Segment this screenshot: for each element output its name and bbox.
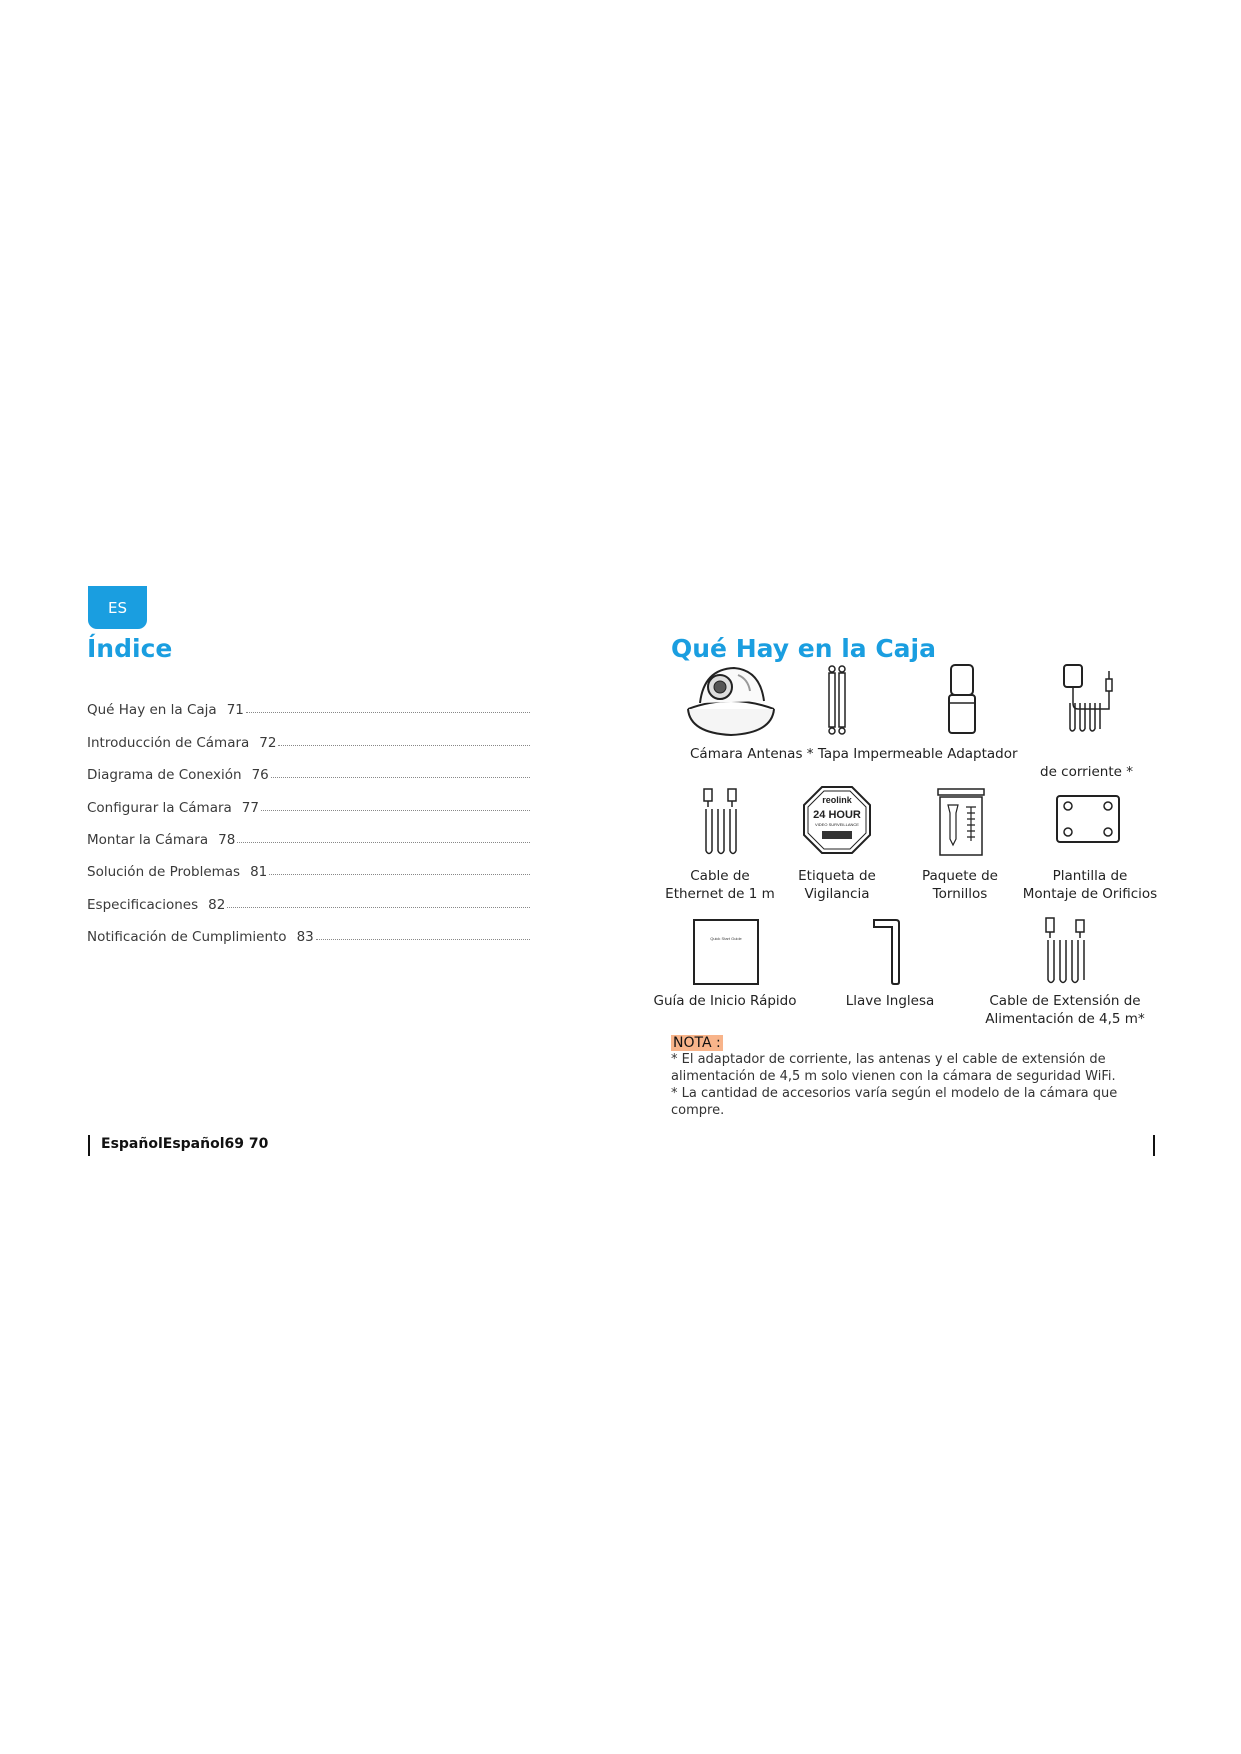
toc-item[interactable] <box>87 686 530 718</box>
power-adapter-icon <box>1060 663 1116 735</box>
toc-item[interactable] <box>87 848 530 880</box>
toc-item[interactable] <box>87 880 530 912</box>
ethernet-cable-icon <box>698 787 742 857</box>
footer-divider-left <box>88 1135 90 1156</box>
toc-item-page: 82 <box>208 896 226 913</box>
row1-caption: Cámara Antenas * Tapa Impermeable Adaptador <box>690 746 1018 762</box>
dome-camera-icon <box>686 665 776 737</box>
toc-item[interactable] <box>87 913 530 945</box>
footer-page-label: EspañolEspañol69 70 <box>101 1136 269 1152</box>
toc-item-label: Configurar la Cámara <box>87 799 232 816</box>
row1-caption-adapter: de corriente * <box>1040 764 1133 780</box>
toc-leader-dots <box>227 906 530 908</box>
surveillance-sticker-icon <box>802 785 872 855</box>
note-section <box>671 1032 1161 1119</box>
toc-item-page: 72 <box>259 734 277 751</box>
toc-item[interactable] <box>87 718 530 750</box>
toc-item-page: 78 <box>218 831 236 848</box>
note-line: * El adaptador de corriente, las antenas y el cable de extensión de <box>671 1052 1106 1067</box>
toc-item-page: 77 <box>241 799 259 816</box>
toc-item-page: 83 <box>296 929 314 946</box>
caption-allen-wrench: Llave Inglesa <box>845 993 935 1009</box>
caption-surveillance-sticker: Etiqueta de Vigilancia <box>798 868 876 902</box>
toc-item-page: 81 <box>250 864 268 881</box>
quick-start-guide-icon <box>692 918 760 986</box>
toc-item-label: Qué Hay en la Caja <box>87 702 217 719</box>
note-line: * La cantidad de accesorios varía según el modelo de la cámara que <box>671 1086 1118 1101</box>
waterproof-cap-icon <box>947 663 977 735</box>
toc-item-label: Diagrama de Conexión <box>87 767 242 784</box>
sticker-text: 24 HOUR <box>813 809 861 821</box>
toc-item[interactable] <box>87 816 530 848</box>
sticker-subtext: VIDEO SURVEILLANCE <box>815 822 859 827</box>
caption-quick-start-guide: Guía de Inicio Rápido <box>653 993 797 1009</box>
language-tab <box>88 586 147 629</box>
toc-leader-dots <box>237 841 530 843</box>
mounting-template-icon <box>1055 794 1121 844</box>
note-title: NOTA : <box>673 1035 721 1051</box>
toc-item-label: Montar la Cámara <box>87 831 209 848</box>
caption-extension-cable: Cable de Extensión de Alimentación de 4,5 m* <box>985 993 1145 1027</box>
toc-item-label: Solución de Problemas <box>87 864 241 881</box>
extension-cable-icon <box>1040 916 1090 986</box>
toc-title: Índice <box>87 634 173 663</box>
note-line: compre. <box>671 1103 725 1118</box>
footer-divider-right <box>1153 1135 1155 1156</box>
guide-cover-text: Quick Start Guide <box>710 936 742 941</box>
sticker-brand: reolink <box>822 795 852 805</box>
table-of-contents <box>87 686 530 945</box>
note-line: alimentación de 4,5 m solo vienen con la cámara de seguridad WiFi. <box>671 1069 1116 1084</box>
allen-wrench-icon <box>872 918 902 986</box>
toc-leader-dots <box>246 711 530 713</box>
box-contents-title: Qué Hay en la Caja <box>671 634 936 663</box>
toc-leader-dots <box>316 938 530 940</box>
toc-leader-dots <box>269 873 530 875</box>
toc-item[interactable] <box>87 751 530 783</box>
toc-leader-dots <box>278 744 530 746</box>
caption-mounting-template: Plantilla de Montaje de Orificios <box>1022 868 1158 902</box>
language-tab-label: ES <box>108 598 127 617</box>
toc-leader-dots <box>271 776 530 778</box>
caption-screw-pack: Paquete de Tornillos <box>921 868 998 902</box>
toc-item[interactable] <box>87 783 530 815</box>
toc-item-page: 76 <box>251 767 269 784</box>
toc-leader-dots <box>261 809 530 811</box>
toc-item-label: Introducción de Cámara <box>87 734 250 751</box>
toc-item-page: 71 <box>226 702 244 719</box>
toc-item-label: Especificaciones <box>87 896 199 913</box>
toc-item-label: Notificación de Cumplimiento <box>87 929 287 946</box>
screw-pack-icon <box>936 787 986 857</box>
caption-ethernet-cable: Cable de Ethernet de 1 m <box>665 868 775 902</box>
antennas-icon <box>826 665 848 735</box>
